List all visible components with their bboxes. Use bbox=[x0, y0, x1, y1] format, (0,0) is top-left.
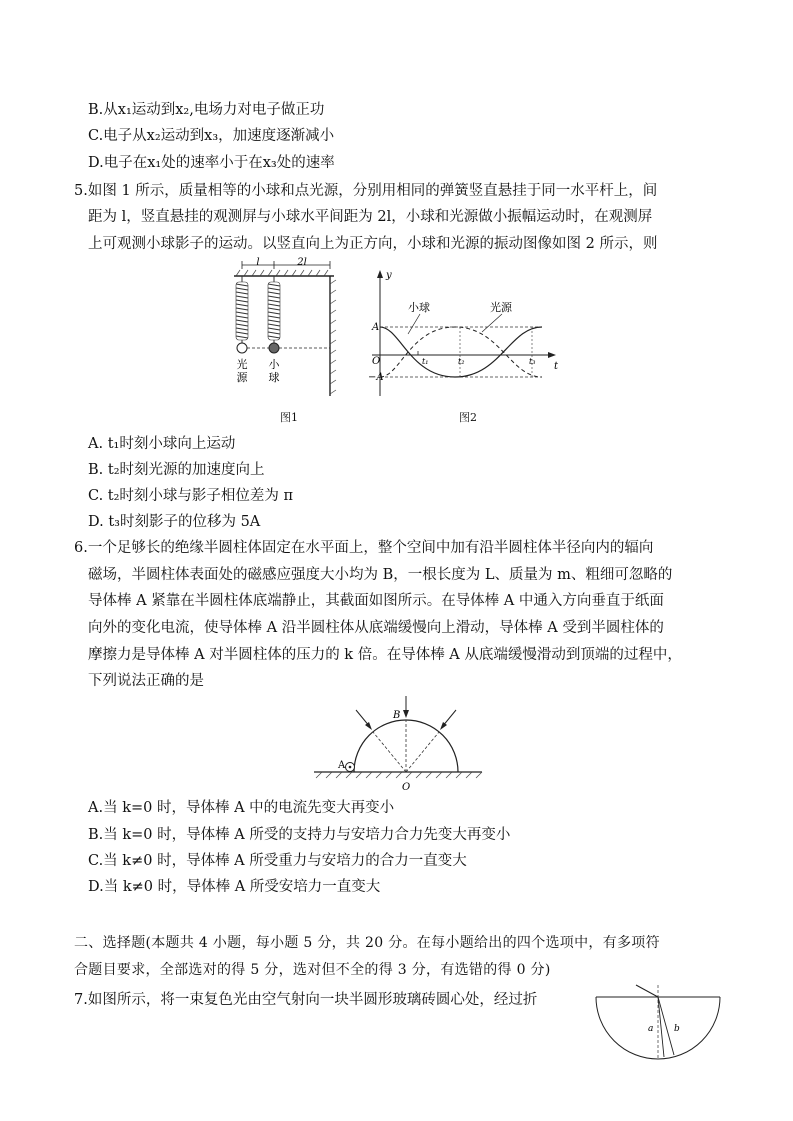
origin-label: O bbox=[372, 356, 381, 367]
legend-light-label: 光源 bbox=[490, 301, 512, 314]
q5-stem-line-3: 上可观测小球影子的运动。以竖直向上为正方向，小球和光源的振动图像如图 2 所示，则 bbox=[88, 236, 658, 252]
q6-option-a: A.当 k=0 时，导体棒 A 中的电流先变大再变小 bbox=[88, 800, 395, 816]
dim-2l-label: 2l bbox=[297, 257, 307, 268]
q5-option-a: A. t₁时刻小球向上运动 bbox=[88, 436, 236, 452]
figure-1-caption: 图1 bbox=[280, 411, 298, 424]
q6-stem-line-4: 向外的变化电流，使导体棒 A 沿半圆柱体从底端缓慢向上滑动，导体棒 A 受到半圆柱体的 bbox=[88, 620, 664, 636]
q4-option-b: B.从x₁运动到x₂,电场力对电子做正功 bbox=[88, 102, 325, 118]
point-b-label: B bbox=[393, 710, 401, 721]
q6-stem-line-2: 磁场，半圆柱体表面处的磁感应强度大小均为 B，一根长度为 L、质量为 m、粗细可忽略的 bbox=[88, 567, 673, 583]
tick-t1-label: t₁ bbox=[422, 357, 429, 366]
q5-figure-2 bbox=[370, 256, 565, 406]
q6-option-b: B.当 k=0 时，导体棒 A 所受的支持力与安培力合力先变大再变小 bbox=[88, 827, 511, 843]
q5-option-d: D. t₃时刻影子的位移为 5A bbox=[88, 514, 261, 530]
q6-stem-line-3: 导体棒 A 紧靠在半圆柱体底端静止，其截面如图所示。在导体棒 A 中通入方向垂直于纸面 bbox=[88, 593, 664, 609]
ball-label-1: 小 bbox=[268, 358, 280, 371]
conductor-a-label: A bbox=[338, 760, 346, 771]
q6-stem-line-1: 6.一个足够长的绝缘半圆柱体固定在水平面上，整个空间中加有沿半圆柱体半径向内的辐向 bbox=[74, 540, 654, 556]
y-axis-label: y bbox=[386, 270, 392, 281]
q6-option-d: D.当 k≠0 时，导体棒 A 所受安培力一直变大 bbox=[88, 879, 381, 895]
light-source-label-1: 光 bbox=[236, 358, 248, 371]
light-source-label-2: 源 bbox=[236, 371, 248, 384]
figure-2-caption: 图2 bbox=[459, 411, 477, 424]
q7-stem-line-1: 7.如图所示，将一束复色光由空气射向一块半圆形玻璃砖圆心处，经过折 bbox=[74, 992, 538, 1008]
q6-stem-line-6: 下列说法正确的是 bbox=[88, 673, 204, 689]
q5-option-b: B. t₂时刻光源的加速度向上 bbox=[88, 462, 265, 478]
tick-t2-label: t₂ bbox=[458, 357, 465, 366]
q4-option-c: C.电子从x₂运动到x₃，加速度逐渐减小 bbox=[88, 128, 335, 144]
section-2-header-line-1: 二、选择题(本题共 4 小题，每小题 5 分，共 20 分。在每小题给出的四个选项中，有多项符 bbox=[74, 935, 660, 951]
q7-figure bbox=[592, 985, 722, 1065]
ray-a-label: a bbox=[648, 1024, 654, 1034]
negative-amplitude-label: −A bbox=[368, 372, 384, 383]
point-o-label: O bbox=[402, 782, 411, 793]
t-axis-label: t bbox=[554, 361, 559, 372]
ray-b-label: b bbox=[674, 1024, 680, 1034]
q6-figure bbox=[310, 690, 490, 795]
q4-option-d: D.电子在x₁处的速率小于在x₃处的速率 bbox=[88, 155, 335, 171]
q5-option-c: C. t₂时刻小球与影子相位差为 π bbox=[88, 488, 294, 504]
amplitude-label: A bbox=[372, 322, 380, 333]
q5-stem-line-2: 距为 l，竖直悬挂的观测屏与小球水平间距为 2l，小球和光源做小振幅运动时，在观测屏 bbox=[88, 209, 653, 225]
q5-stem-line-1: 5.如图 1 所示，质量相等的小球和点光源，分别用相同的弹簧竖直悬挂于同一水平杆上，间 bbox=[74, 183, 658, 199]
ball-label-2: 球 bbox=[268, 371, 280, 384]
section-2-header-line-2: 合题目要求，全部选对的得 5 分，选对但不全的得 3 分，有选错的得 0 分) bbox=[74, 962, 551, 978]
dim-l-label: l bbox=[256, 257, 260, 268]
q6-stem-line-5: 摩擦力是导体棒 A 对半圆柱体的压力的 k 倍。在导体棒 A 从底端缓慢滑动到顶端的过程中， bbox=[88, 647, 682, 663]
legend-ball-label: 小球 bbox=[408, 301, 430, 314]
q6-option-c: C.当 k≠0 时，导体棒 A 所受重力与安培力的合力一直变大 bbox=[88, 853, 467, 869]
q5-figure-1 bbox=[230, 256, 350, 426]
tick-t3-label: t₃ bbox=[529, 357, 536, 366]
